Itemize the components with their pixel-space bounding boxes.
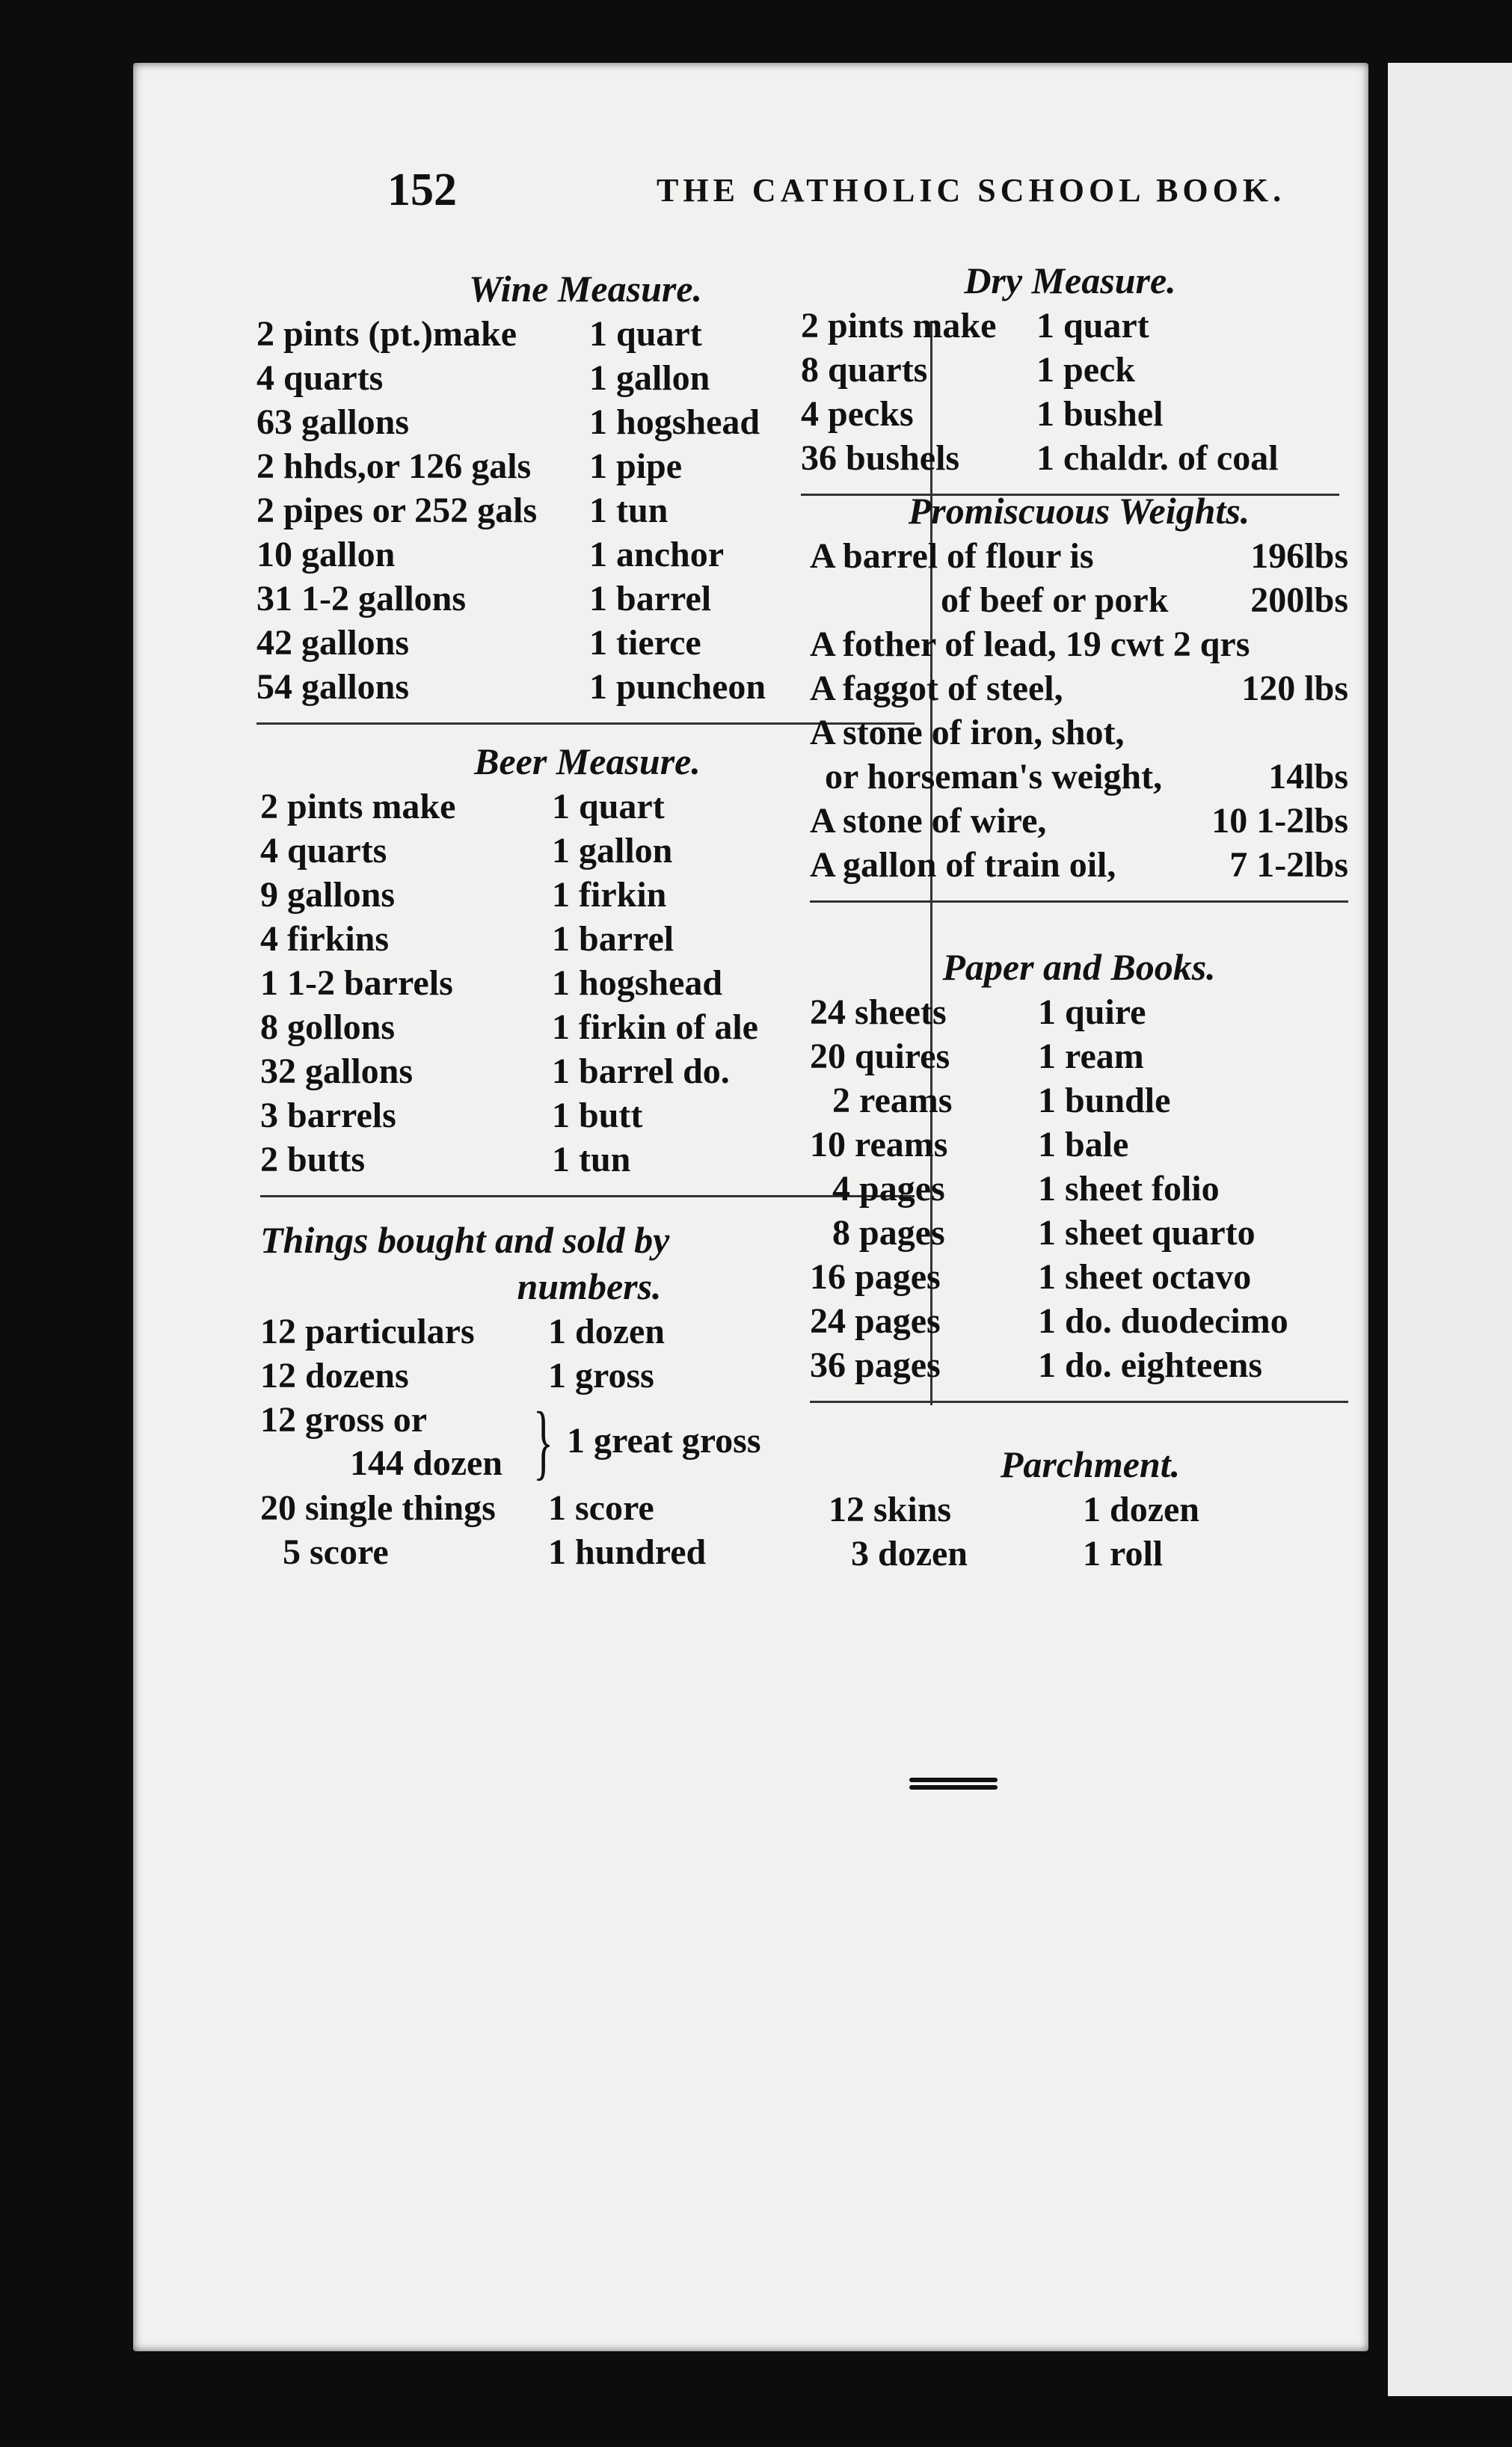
table-row: 5 score 1 hundred bbox=[283, 1532, 707, 1572]
section-rule bbox=[810, 900, 1348, 903]
parchment-title: Parchment. bbox=[1000, 1443, 1181, 1485]
paper-books-section bbox=[810, 945, 1348, 1415]
table-row: 16 pages 1 sheet octavo bbox=[810, 1257, 1252, 1297]
book-page bbox=[133, 63, 1368, 2351]
table-row: 36 bushels 1 chaldr. of coal bbox=[801, 438, 1279, 478]
table-row: 31 1-2 gallons 1 barrel bbox=[256, 579, 712, 618]
things-bought-title-line1: Things bought and sold by bbox=[260, 1219, 670, 1261]
table-row: 4 quarts 1 gallon bbox=[260, 831, 673, 871]
table-row: 4 firkins 1 barrel bbox=[260, 919, 674, 959]
parchment-section bbox=[829, 1443, 1352, 1577]
list-item: A stone of wire, 10 1-2lbs bbox=[810, 801, 1348, 841]
list-item: A barrel of flour is 196lbs bbox=[810, 536, 1348, 576]
list-item: A gallon of train oil, 7 1-2lbs bbox=[810, 845, 1348, 885]
list-item: A stone of iron, shot, bbox=[810, 713, 1125, 752]
table-row: 20 quires 1 ream bbox=[810, 1037, 1144, 1076]
table-row: 9 gallons 1 firkin bbox=[260, 875, 667, 915]
list-item: A fother of lead, 19 cwt 2 qrs bbox=[810, 624, 1250, 664]
list-item: A faggot of steel, 120 lbs bbox=[810, 669, 1348, 708]
great-gross-row: 12 gross or 144 dozen } 1 great gross bbox=[260, 1396, 761, 1488]
table-row: 8 gollons 1 firkin of ale bbox=[260, 1007, 758, 1047]
table-row: 2 hhds,or 126 gals 1 pipe bbox=[256, 446, 683, 486]
table-row: 54 gallons 1 puncheon bbox=[256, 667, 766, 707]
table-row: 4 pages 1 sheet folio bbox=[832, 1169, 1220, 1209]
list-item: of beef or pork 200lbs bbox=[941, 580, 1348, 620]
adjacent-page-edge bbox=[1388, 63, 1512, 2396]
table-row: 2 pints make 1 quart bbox=[801, 306, 1149, 346]
page-number: 152 bbox=[387, 165, 457, 215]
table-row: 32 gallons 1 barrel do. bbox=[260, 1051, 730, 1091]
promiscuous-weights-title: Promiscuous Weights. bbox=[908, 490, 1250, 532]
table-row: 42 gallons 1 tierce bbox=[256, 623, 701, 663]
page-header bbox=[133, 164, 1368, 216]
table-row: 10 reams 1 bale bbox=[810, 1125, 1129, 1164]
table-row: 4 quarts 1 gallon bbox=[256, 358, 710, 398]
ornamental-rule bbox=[909, 1778, 998, 1794]
table-row: 12 skins 1 dozen bbox=[829, 1490, 1199, 1529]
table-row: 63 gallons 1 hogshead bbox=[256, 402, 760, 442]
table-row: 4 pecks 1 bushel bbox=[801, 394, 1164, 434]
table-row: 1 1-2 barrels 1 hogshead bbox=[260, 963, 723, 1003]
dry-measure-title: Dry Measure. bbox=[964, 260, 1176, 301]
things-bought-title-line2: numbers. bbox=[517, 1265, 662, 1307]
paper-books-title: Paper and Books. bbox=[942, 946, 1216, 988]
table-row: 3 dozen 1 roll bbox=[851, 1534, 1164, 1573]
promiscuous-weights-section bbox=[810, 489, 1348, 915]
table-row: 8 pages 1 sheet quarto bbox=[832, 1213, 1256, 1253]
section-rule bbox=[810, 1401, 1348, 1403]
table-row: 12 dozens 1 gross bbox=[260, 1356, 654, 1396]
beer-measure-title: Beer Measure. bbox=[474, 740, 701, 782]
table-row: 24 sheets 1 quire bbox=[810, 992, 1146, 1032]
table-row: 20 single things 1 score bbox=[260, 1488, 654, 1528]
table-row: 3 barrels 1 butt bbox=[260, 1096, 643, 1135]
table-row: 2 pints make 1 quart bbox=[260, 787, 665, 826]
wine-measure-title: Wine Measure. bbox=[468, 268, 703, 310]
running-title: THE CATHOLIC SCHOOL BOOK. bbox=[657, 172, 1286, 209]
brace-glyph: } bbox=[533, 1396, 553, 1488]
list-item: or horseman's weight, 14lbs bbox=[825, 757, 1348, 796]
table-row: 2 pipes or 252 gals 1 tun bbox=[256, 491, 669, 530]
table-row: 10 gallon 1 anchor bbox=[256, 535, 724, 574]
table-row: 36 pages 1 do. eighteens bbox=[810, 1345, 1262, 1385]
table-row: 2 pints (pt.)make 1 quart bbox=[256, 314, 702, 354]
table-row: 12 particulars 1 dozen bbox=[260, 1312, 665, 1351]
table-row: 8 quarts 1 peck bbox=[801, 350, 1135, 390]
table-row: 24 pages 1 do. duodecimo bbox=[810, 1301, 1288, 1341]
dry-measure-section bbox=[801, 259, 1339, 508]
table-row: 2 butts 1 tun bbox=[260, 1140, 631, 1179]
table-row: 2 reams 1 bundle bbox=[832, 1081, 1171, 1120]
